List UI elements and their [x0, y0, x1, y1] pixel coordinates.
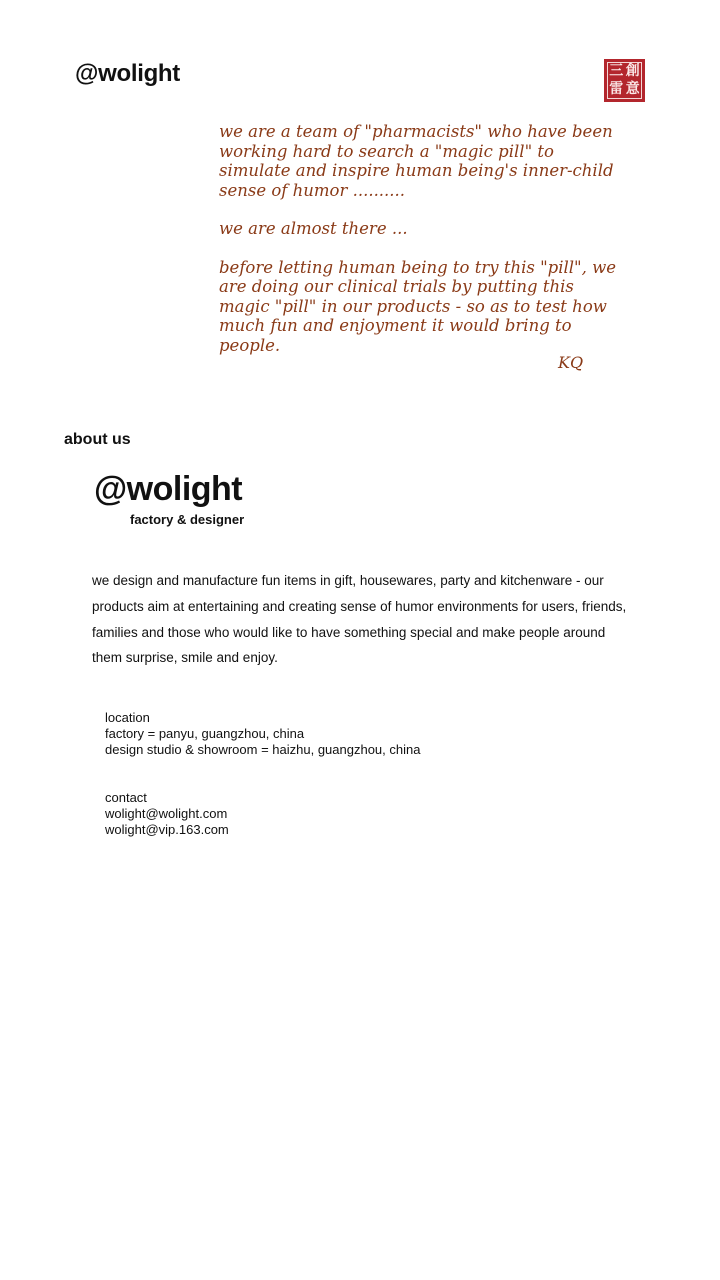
seal-char: 雷: [609, 80, 624, 97]
contact-email[interactable]: wolight@vip.163.com: [105, 822, 229, 837]
seal-char: 意: [625, 80, 640, 97]
seal-stamp: [604, 59, 645, 102]
brand-title: @wolight: [75, 60, 180, 87]
note-paragraph: before letting human being to try this "pill", we are doing our clinical trials by putting this magic "pill" in our products - so as to test how much fun and enjoyment it would bring to people.: [219, 257, 617, 355]
location-section: [105, 710, 420, 758]
seal-char: 創: [625, 63, 640, 79]
company-logo: [94, 469, 244, 527]
note-signature: KQ: [558, 353, 584, 372]
location-label: location: [105, 710, 150, 725]
handwritten-note: [219, 122, 629, 374]
note-paragraph: we are a team of "pharmacists" who have been working hard to search a "magic pill" to simulate and inspire human being's inner-child sense of humor ..........: [219, 122, 614, 200]
company-description: we design and manufacture fun items in gift, housewares, party and kitchenware - our products aim at entertaining and creating sense of humor environments for users, friends, families and those who would like to have something special and make people around them surprise, smile and enjoy.: [92, 573, 627, 666]
note-paragraph: we are almost there ...: [219, 219, 408, 238]
contact-label: contact: [105, 790, 147, 805]
seal-char: 三: [609, 63, 624, 79]
about-heading: about us: [64, 431, 131, 448]
contact-email[interactable]: wolight@wolight.com: [105, 806, 228, 821]
studio-location: design studio & showroom = haizhu, guangzhou, china: [105, 742, 421, 757]
logo-name: @wolight: [94, 470, 243, 508]
logo-subtitle: factory & designer: [130, 512, 245, 527]
contact-section: [105, 790, 229, 838]
factory-location: factory = panyu, guangzhou, china: [105, 726, 305, 741]
